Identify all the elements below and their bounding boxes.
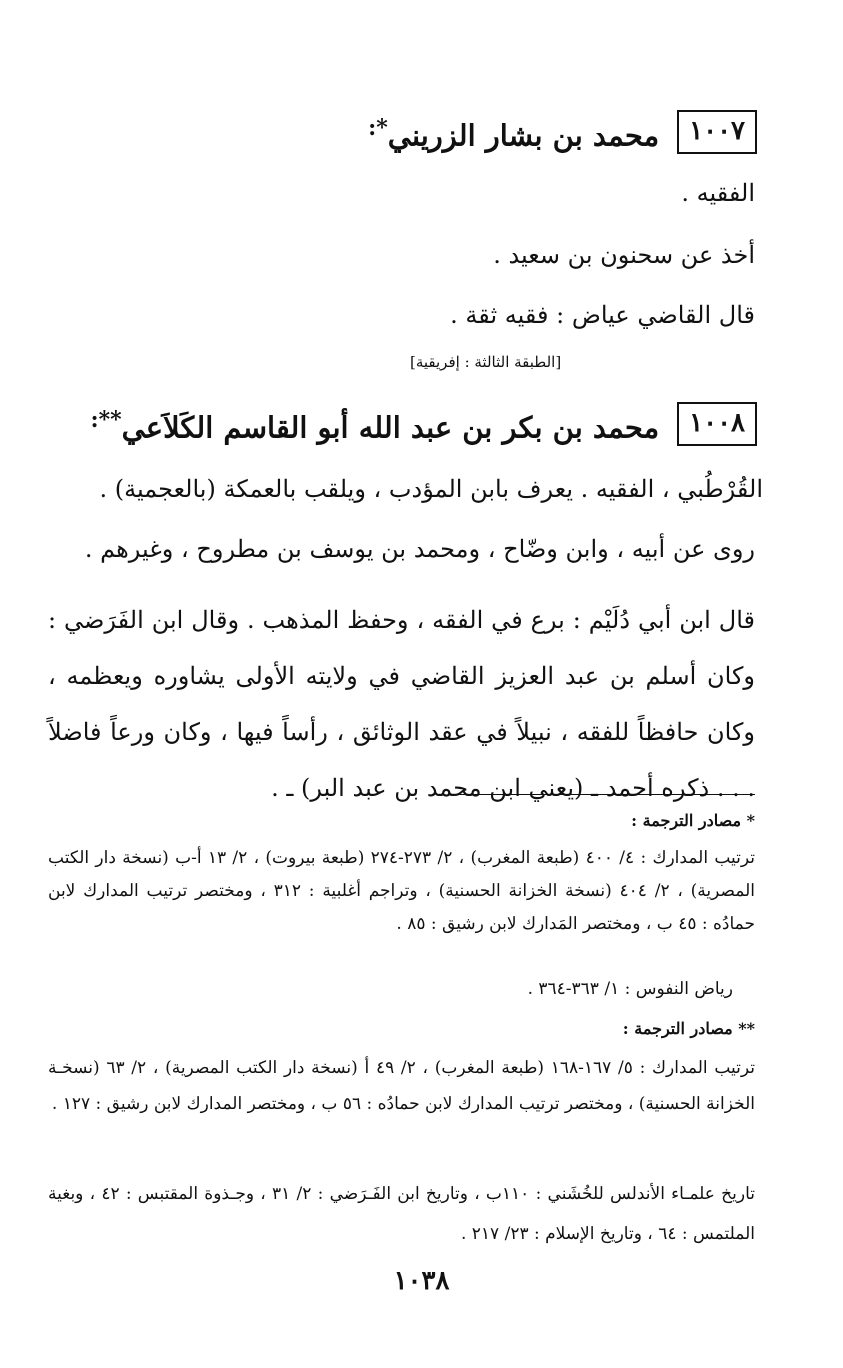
footnote-mark: *: (368, 115, 388, 142)
paragraph: روى عن أبيه ، وابن وضّاح ، ومحمد بن يوسف بن مطروح ، وغيرهم . (84, 535, 755, 563)
paragraph: قال القاضي عياض : فقيه ثقة . (450, 301, 755, 329)
paragraph: أخذ عن سحنون بن سعيد . (493, 241, 755, 269)
entry-name-text: محمد بن بكر بن عبد الله أبو القاسم الكَلاَعي (121, 410, 660, 445)
entry-heading (48, 398, 757, 450)
page-number: ١٠٣٨ (393, 1266, 450, 1296)
entry-heading (48, 106, 757, 158)
section-tag: [الطبقة الثالثة : إفريقية] (410, 353, 562, 371)
entry-name-text: محمد بن بشار الزريني (387, 118, 660, 153)
entry-number: ١٠٠٧ (677, 110, 757, 154)
footnote-separator (459, 794, 755, 795)
paragraph: القُرْطُبي ، الفقيه . يعرف بابن المؤدب ، ويلقب بالعمكة (بالعجمية) . (99, 475, 763, 503)
paragraph: الفقيه . (681, 179, 755, 207)
footnote-heading: ** مصادر الترجمة : (622, 1019, 755, 1038)
entry-number: ١٠٠٨ (677, 402, 757, 446)
footnote-mark: **: (90, 407, 122, 434)
entry-name (90, 400, 659, 448)
footnote-text: تاريخ علمـاء الأندلس للخُشَني : ١١٠ب ، وتاريخ ابن الفَـرَضي : ٢/ ٣١ ، وجـذوة المقتبس : ٤٢ ، وبغية الملتمس : ٦٤ ، وتاريخ الإسلام : ٢٣/ ٢١٧ . (48, 1184, 755, 1244)
footnote-text: ترتيب المدارك : ٥/ ١٦٧-١٦٨ (طبعة المغرب) ، ٢/ ٤٩ أ (نسخة دار الكتب المصرية) ، ٢/ ٦٣ (نسخـة الخزانة الحسنية) ، ومختصر ترتيب المدارك لابن حمادُه : ٥٦ ب ، ومختصر المدارك لابن رشيق : ١٢٧ . (48, 1058, 755, 1114)
footnote-heading: * مصادر الترجمة : (631, 811, 755, 830)
footnote-text: ترتيب المدارك : ٤/ ٤٠٠ (طبعة المغرب) ، ٢/ ٢٧٣-٢٧٤ (طبعة بيروت) ، ٢/ ١٣ أ-ب (نسخة دار الكتب المصرية) ، ٢/ ٤٠٤ (نسخة الخزانة الحسنية) ، وتراجم أغلبية : ٣١٢ ، ومختصر ترتيب المدارك لابن حمادُه : ٤٥ ب ، ومختصر المَدارك لابن رشيق : ٨٥ . (48, 848, 756, 934)
footnote-text: رياض النفوس : ١/ ٣٦٣-٣٦٤ . (527, 979, 733, 999)
entry-name (368, 108, 659, 156)
paragraph: قال ابن أبي دُلَيْم : برع في الفقه ، وحفظ المذهب . وقال ابن الفَرَضي : وكان أسلم بن عبد العزيز القاضي في ولايته الأولى يشاوره ويعظمه ، وكان حافظاً للفقه ، نبيلاً في عقد الوثائق ، رأساً فيها ، وكان ورعاً فاضلاً . . . ذكره أحمد ـ (يعني ابن محمد بن عبد البر) ـ . (48, 606, 755, 802)
